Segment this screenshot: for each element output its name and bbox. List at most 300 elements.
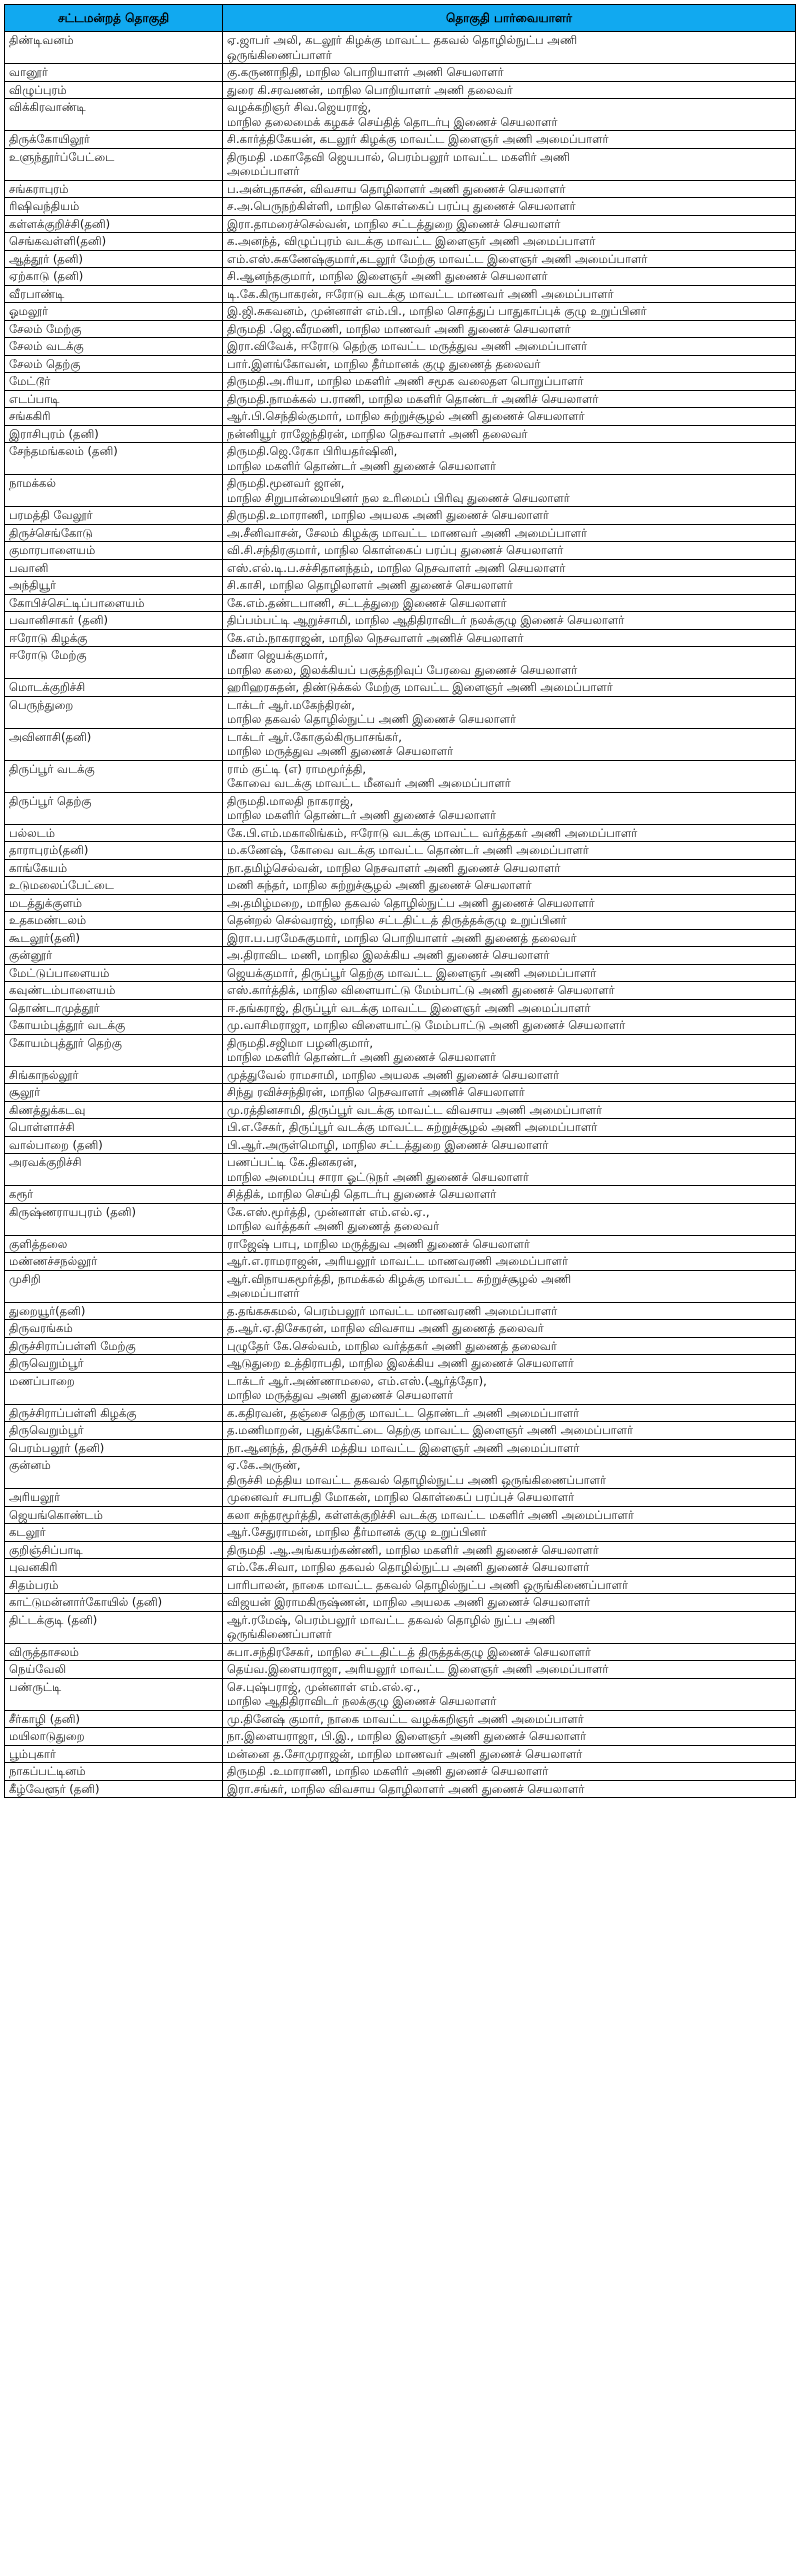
constituency-cell: காட்டுமன்னார்கோயில் (தனி) bbox=[5, 1594, 223, 1611]
observer-cell bbox=[223, 1320, 795, 1337]
observer-line: தென்றல் செல்வராஜ், மாநில சட்டதிட்டத் திருத்தக்குழு உறுப்பினர் bbox=[227, 913, 567, 927]
constituency-cell: மேட்டுப்பாளையம் bbox=[5, 965, 223, 982]
observer-line: ஒருங்கிணைப்பாளர் bbox=[227, 1627, 332, 1641]
table-row bbox=[5, 760, 795, 792]
table-row bbox=[5, 1066, 795, 1084]
observer-cell bbox=[223, 82, 795, 99]
observer-line: அ.திராவிட மணி, மாநில இலக்கிய அணி துணைச் செயலாளர் bbox=[227, 948, 550, 962]
observer-cell bbox=[223, 32, 795, 63]
constituency-cell: ரிஷிவந்தியம் bbox=[5, 198, 223, 215]
observer-line: த.தங்கசுகமல், பெரம்பலூர் மாவட்ட மாணவரணி அமைப்பாளர் bbox=[227, 1303, 558, 1318]
observer-cell bbox=[223, 560, 795, 577]
table-row bbox=[5, 894, 795, 912]
observer-cell bbox=[223, 356, 795, 373]
observer-cell bbox=[223, 1271, 795, 1302]
constituency-cell: ஏற்காடு (தனி) bbox=[5, 268, 223, 285]
table-row bbox=[5, 1083, 795, 1101]
observer-cell bbox=[223, 1440, 795, 1457]
observer-line: கோவை வடக்கு மாவட்ட மீனவர் அணி அமைப்பாளர் bbox=[227, 776, 511, 790]
table-row bbox=[5, 390, 795, 408]
observer-line: பணப்பட்டி கே.தினகரன், bbox=[227, 1155, 358, 1169]
observer-line: கு.கருணாநிதி, மாநில பொறியாளர் அணி செயலாளர் bbox=[227, 65, 504, 79]
table-row bbox=[5, 611, 795, 629]
table-body bbox=[5, 31, 795, 1797]
table-row bbox=[5, 1270, 795, 1302]
observer-cell bbox=[223, 761, 795, 792]
constituency-cell: கிணத்துக்கடவு bbox=[5, 1102, 223, 1119]
observer-line: மணி சுந்தர், மாநில சுற்றுச்சூழல் அணி துணைச் செயலாளர் bbox=[227, 878, 532, 892]
table-row bbox=[5, 841, 795, 859]
constituency-cell: பொள்ளாச்சி bbox=[5, 1119, 223, 1136]
observer-cell bbox=[223, 131, 795, 148]
table-row bbox=[5, 1337, 795, 1355]
table-header bbox=[5, 5, 795, 31]
constituency-cell: ஈரோடு மேற்கு bbox=[5, 647, 223, 678]
observer-cell bbox=[223, 525, 795, 542]
observer-cell bbox=[223, 1154, 795, 1185]
observer-table bbox=[4, 4, 796, 1798]
observer-cell bbox=[223, 443, 795, 474]
header-constituency: சட்டமன்றத் தொகுதி bbox=[5, 5, 223, 31]
observer-line: அமைப்பாளர் bbox=[227, 164, 300, 178]
observer-line: திருமதி.அ.ரியா, மாநில மகளிர் அணி சமூக வலைதள பொறுப்பாளர் bbox=[227, 374, 584, 388]
table-row bbox=[5, 1302, 795, 1320]
constituency-cell: கோபிச்செட்டிப்பாளையம் bbox=[5, 595, 223, 612]
constituency-cell: திருப்பூர் வடக்கு bbox=[5, 761, 223, 792]
observer-line: அ.தமிழ்மறை, மாநில தகவல் தொழில்நுட்ப அணி துணைச் செயலாளர் bbox=[227, 895, 595, 910]
observer-cell bbox=[223, 860, 795, 877]
observer-line: மு.வாசிமராஜா, மாநில விளையாட்டு மேம்பாட்டு அணி துணைச் செயலாளர் bbox=[227, 1018, 626, 1032]
observer-line: எஸ்.கார்த்திக், மாநில விளையாட்டு மேம்பாட்டு அணி துணைச் செயலாளர் bbox=[227, 983, 615, 997]
table-row bbox=[5, 1185, 795, 1203]
table-row bbox=[5, 594, 795, 612]
constituency-cell: தாராபுரம்(தனி) bbox=[5, 842, 223, 859]
observer-line: தெய்வ.இளையராஜா, அரியலூர் மாவட்ட இளைஞர் அணி அமைப்பாளர் bbox=[227, 1662, 609, 1676]
observer-cell bbox=[223, 877, 795, 894]
observer-line: ஜெயக்குமார், திருப்பூர் தெற்கு மாவட்ட இளைஞர் அணி அமைப்பாளர் bbox=[227, 965, 597, 980]
observer-line: கே.பி.எம்.மகாலிங்கம், ஈரோடு வடக்கு மாவட்ட வர்த்தகர் அணி அமைப்பாளர் bbox=[227, 825, 638, 840]
table-row bbox=[5, 1235, 795, 1253]
observer-line: ஈ.தங்கராஜ், திருப்பூர் வடக்கு மாவட்ட இளைஞர் அணி அமைப்பாளர் bbox=[227, 1000, 591, 1015]
constituency-cell: கீழ்வேளூர் (தனி) bbox=[5, 1781, 223, 1798]
observer-line: மு.தினேஷ் குமார், நாகை மாவட்ட வழக்கறிஞர் அணி அமைப்பாளர் bbox=[227, 1711, 584, 1726]
observer-line: மு.ரத்தினசாமி, திருப்பூர் வடக்கு மாவட்ட விவசாய அணி அமைப்பாளர் bbox=[227, 1102, 602, 1117]
constituency-cell: அவினாசி(தனி) bbox=[5, 729, 223, 760]
observer-line: எஸ்.எல்.டி.ப.சச்சிதானந்தம், மாநில நெசவாளர் அணி செயலாளர் bbox=[227, 560, 566, 575]
observer-cell bbox=[223, 1137, 795, 1154]
table-row bbox=[5, 1118, 795, 1136]
observer-line: அ.சீனிவாசன், சேலம் கிழக்கு மாவட்ட மாணவர் அணி அமைப்பாளர் bbox=[227, 525, 587, 540]
observer-line: சுபா.சந்திரசேகர், மாநில சட்டதிட்டத் திருத்தக்குழு இணைச் செயலாளர் bbox=[227, 1644, 591, 1659]
observer-line: ஆர்.ரமேஷ், பெரம்பலூர் மாவட்ட தகவல் தொழில் நுட்ப அணி bbox=[227, 1612, 556, 1627]
observer-cell bbox=[223, 1763, 795, 1780]
table-row bbox=[5, 1780, 795, 1798]
table-row bbox=[5, 876, 795, 894]
constituency-cell: சங்ககிரி bbox=[5, 408, 223, 425]
constituency-cell: திருவெறும்பூர் bbox=[5, 1355, 223, 1372]
table-row bbox=[5, 425, 795, 443]
constituency-cell: தொண்டாமுத்தூர் bbox=[5, 1000, 223, 1017]
observer-cell bbox=[223, 1253, 795, 1270]
observer-cell bbox=[223, 181, 795, 198]
constituency-cell: பெருந்துறை bbox=[5, 697, 223, 728]
constituency-cell: உடுமலைப்பேட்டை bbox=[5, 877, 223, 894]
table-row bbox=[5, 506, 795, 524]
table-row bbox=[5, 372, 795, 390]
observer-cell bbox=[223, 426, 795, 443]
observer-line: திருமதி.மாலதி நாகராஜ், bbox=[227, 793, 354, 808]
observer-cell bbox=[223, 842, 795, 859]
constituency-cell: பவானி bbox=[5, 560, 223, 577]
observer-cell bbox=[223, 64, 795, 81]
observer-line: மாநில மருத்துவ அணி துணைச் செயலாளர் bbox=[227, 744, 454, 758]
observer-cell bbox=[223, 1000, 795, 1017]
observer-line: நா.ஆனந்த், திருச்சி மத்திய மாவட்ட இளைஞர் அணி அமைப்பாளர் bbox=[227, 1440, 580, 1455]
observer-line: பி.எ.சேகர், திருப்பூர் வடக்கு மாவட்ட சுற்றுச்சூழல் அணி அமைப்பாளர் bbox=[227, 1120, 598, 1134]
observer-line: மாநில கலை, இலக்கியப் பகுத்தறிவுப் பேரவை துணைச் செயலாளர் bbox=[227, 662, 578, 677]
observer-line: சித்திக், மாநில செய்தி தொடர்பு துணைச் செயலாளர் bbox=[227, 1187, 497, 1201]
constituency-cell: ஆத்தூர் (தனி) bbox=[5, 251, 223, 268]
table-row bbox=[5, 911, 795, 929]
observer-line: திருமதி.ஜெ.ரேகா பிரியதர்ஷினி, bbox=[227, 444, 398, 458]
table-row bbox=[5, 1745, 795, 1763]
constituency-cell: அரவக்குறிச்சி bbox=[5, 1154, 223, 1185]
table-row bbox=[5, 559, 795, 577]
table-row bbox=[5, 646, 795, 678]
observer-line: ஒருங்கிணைப்பாளர் bbox=[227, 47, 332, 62]
observer-cell bbox=[223, 1373, 795, 1404]
constituency-cell: குன்னூர் bbox=[5, 947, 223, 964]
observer-line: ப.அன்புதாசன், விவசாய தொழிலாளர் அணி துணைச் செயலாளர் bbox=[227, 181, 566, 196]
table-row bbox=[5, 1252, 795, 1270]
observer-line: எம்.கே.சிவா, மாநில தகவல் தொழில்நுட்ப அணி துணைச் செயலாளர் bbox=[227, 1560, 590, 1574]
observer-cell bbox=[223, 1559, 795, 1576]
constituency-cell: துறையூர்(தனி) bbox=[5, 1303, 223, 1320]
observer-cell bbox=[223, 1236, 795, 1253]
observer-line: பாரிபாலன், நாகை மாவட்ட தகவல் தொழில்நுட்ப அணி ஒருங்கிணைப்பாளர் bbox=[227, 1577, 628, 1592]
observer-cell bbox=[223, 1524, 795, 1541]
observer-line: கே.எம்.தண்டபாணி, சட்டத்துறை இணைச் செயலாளர் bbox=[227, 595, 507, 610]
observer-cell bbox=[223, 1728, 795, 1745]
constituency-cell: கோயம்புத்தூர் வடக்கு bbox=[5, 1017, 223, 1034]
observer-line: முத்துவேல் ராமசாமி, மாநில அயலக அணி துணைச் செயலாளர் bbox=[227, 1067, 560, 1082]
table-row bbox=[5, 696, 795, 728]
constituency-cell: விழுப்புரம் bbox=[5, 82, 223, 99]
constituency-cell: திருச்சிராப்பள்ளி கிழக்கு bbox=[5, 1405, 223, 1422]
observer-line: கலா சுந்தரமூர்த்தி, கள்ளக்குறிச்சி வடக்கு மாவட்ட மகளிர் அணி அமைப்பாளர் bbox=[227, 1507, 634, 1522]
constituency-cell: திருச்சிராப்பள்ளி மேற்கு bbox=[5, 1338, 223, 1355]
constituency-cell: சங்கராபுரம் bbox=[5, 181, 223, 198]
table-row bbox=[5, 442, 795, 474]
table-row bbox=[5, 678, 795, 696]
observer-cell bbox=[223, 1338, 795, 1355]
observer-line: மாநில தகவல் தொழில்நுட்ப அணி இணைச் செயலாளர் bbox=[227, 712, 517, 726]
observer-cell bbox=[223, 577, 795, 594]
table-row bbox=[5, 629, 795, 647]
observer-line: த.மணிமாறன், புதுக்கோட்டை தெற்கு மாவட்ட இளைஞர் அணி அமைப்பாளர் bbox=[227, 1423, 634, 1437]
observer-line: மாநில மகளிர் தொண்டர் அணி துணைச் செயலாளர் bbox=[227, 808, 497, 822]
observer-line: திருமதி .ஆ.அங்கயற்கண்ணி, மாநில மகளிர் அணி துணைச் செயலாளர் bbox=[227, 1542, 599, 1557]
constituency-cell: திருவரங்கம் bbox=[5, 1320, 223, 1337]
table-row bbox=[5, 1372, 795, 1404]
constituency-cell: உதகமண்டலம் bbox=[5, 912, 223, 929]
table-row bbox=[5, 285, 795, 303]
observer-line: செ.புஷ்பராஜ், முன்னாள் எம்.எல்.ஏ., bbox=[227, 1679, 421, 1694]
observer-line: டாக்டர் ஆர்.அண்ணாமலை, எம்.எஸ்.(ஆர்த்தோ), bbox=[227, 1373, 487, 1388]
constituency-cell: மேட்டூர் bbox=[5, 373, 223, 390]
observer-cell bbox=[223, 1422, 795, 1439]
observer-line: ஆர்.எ.ராமராஜன், அரியலூர் மாவட்ட மாணவரணி அமைப்பாளர் bbox=[227, 1254, 568, 1268]
observer-cell bbox=[223, 1035, 795, 1066]
constituency-cell: கூடலூர்(தனி) bbox=[5, 930, 223, 947]
observer-cell bbox=[223, 1457, 795, 1488]
table-row bbox=[5, 929, 795, 947]
observer-line: சி.ஆனந்தகுமார், மாநில இளைஞர் அணி துணைச் செயலாளர் bbox=[227, 269, 548, 283]
table-row bbox=[5, 148, 795, 180]
constituency-cell: விருத்தாசலம் bbox=[5, 1644, 223, 1661]
observer-line: பி.ஆர்.அருள்மொழி, மாநில சட்டத்துறை இணைச் செயலாளர் bbox=[227, 1137, 549, 1152]
observer-cell bbox=[223, 1594, 795, 1611]
observer-cell bbox=[223, 1644, 795, 1661]
observer-line: மாநில சிறுபான்மையினர் நல உரிமைப் பிரிவு துணைச் செயலாளர் bbox=[227, 490, 570, 505]
observer-cell bbox=[223, 1186, 795, 1203]
observer-cell bbox=[223, 1017, 795, 1034]
constituency-cell: மயிலாடுதுறை bbox=[5, 1728, 223, 1745]
constituency-cell: திருச்செங்கோடு bbox=[5, 525, 223, 542]
observer-cell bbox=[223, 895, 795, 912]
constituency-cell: பரமத்தி வேலூர் bbox=[5, 507, 223, 524]
observer-cell bbox=[223, 825, 795, 842]
observer-line: திருமதி.உமாராணி, மாநில அயலக அணி துணைச் செயலாளர் bbox=[227, 508, 549, 522]
table-row bbox=[5, 63, 795, 81]
observer-cell bbox=[223, 595, 795, 612]
constituency-cell: சூலூர் bbox=[5, 1084, 223, 1101]
observer-cell bbox=[223, 679, 795, 696]
observer-line: சி.காசி, மாநில தொழிலாளர் அணி துணைச் செயலாளர் bbox=[227, 578, 513, 592]
observer-cell bbox=[223, 251, 795, 268]
constituency-cell: மணப்பாறை bbox=[5, 1373, 223, 1404]
table-row bbox=[5, 1660, 795, 1678]
observer-line: டி.கே.கிருபாகரன், ஈரோடு வடக்கு மாவட்ட மாணவர் அணி அமைப்பாளர் bbox=[227, 286, 614, 301]
observer-line: கே.எம்.நாகராஜன், மாநில நெசவாளர் அணிச் செயலாளர் bbox=[227, 630, 524, 645]
table-row bbox=[5, 946, 795, 964]
observer-line: இரா.விவேக், ஈரோடு தெற்கு மாவட்ட மருத்துவ அணி அமைப்பாளர் bbox=[227, 339, 588, 353]
observer-line: திருமதி .ஜெ.வீரமணி, மாநில மாணவர் அணி துணைச் செயலாளர் bbox=[227, 321, 571, 336]
observer-cell bbox=[223, 1204, 795, 1235]
table-row bbox=[5, 792, 795, 824]
constituency-cell: சேலம் தெற்கு bbox=[5, 356, 223, 373]
table-row bbox=[5, 474, 795, 506]
observer-line: துரை கி.சரவணன், மாநில பொறியாளர் அணி தலைவர் bbox=[227, 82, 513, 97]
constituency-cell: அந்தியூர் bbox=[5, 577, 223, 594]
table-row bbox=[5, 541, 795, 559]
table-row bbox=[5, 1034, 795, 1066]
table-row bbox=[5, 1319, 795, 1337]
table-row bbox=[5, 267, 795, 285]
table-row bbox=[5, 576, 795, 594]
constituency-cell: அரியலூர் bbox=[5, 1489, 223, 1506]
observer-line: இரா.தாமரைச்செல்வன், மாநில சட்டத்துறை இணைச் செயலாளர் bbox=[227, 216, 561, 231]
observer-cell bbox=[223, 1781, 795, 1798]
observer-line: ஆர்.பி.செந்தில்குமார், மாநில சுற்றுச்சூழல் அணி துணைச் செயலாளர் bbox=[227, 409, 585, 423]
observer-line: நா.இளையராஜா, பி.இ., மாநில இளைஞர் அணி துணைச் செயலாளர் bbox=[227, 1729, 587, 1743]
constituency-cell: ஓமலூர் bbox=[5, 303, 223, 320]
observer-line: ராம் குட்டி (எ) ராமமூர்த்தி, bbox=[227, 761, 367, 776]
table-row bbox=[5, 337, 795, 355]
constituency-cell: மண்ணச்சநல்லூர் bbox=[5, 1253, 223, 1270]
observer-line: கே.எஸ்.மூர்த்தி, முன்னாள் எம்.எல்.ஏ., bbox=[227, 1204, 430, 1219]
observer-line: த.ஆர்.ஏ.திசேகரன், மாநில விவசாய அணி துணைத் தலைவர் bbox=[227, 1321, 544, 1335]
constituency-cell: ஈரோடு கிழக்கு bbox=[5, 630, 223, 647]
table-row bbox=[5, 180, 795, 198]
constituency-cell: சேந்தமங்கலம் (தனி) bbox=[5, 443, 223, 474]
table-row bbox=[5, 355, 795, 373]
constituency-cell: மொடக்குறிச்சி bbox=[5, 679, 223, 696]
table-row bbox=[5, 981, 795, 999]
constituency-cell: மடத்துக்குளம் bbox=[5, 895, 223, 912]
constituency-cell: சிதம்பரம் bbox=[5, 1577, 223, 1594]
observer-line: வழக்கறிஞர் சிவ.ஜெயராஜ், bbox=[227, 100, 372, 114]
observer-cell bbox=[223, 1577, 795, 1594]
observer-line: டாக்டர் ஆர்.கோகுல்கிருபாசங்கர், bbox=[227, 729, 402, 744]
observer-cell bbox=[223, 233, 795, 250]
observer-line: ஆடுதுறை உத்திராபதி, மாநில இலக்கிய அணி துணைச் செயலாளர் bbox=[227, 1356, 574, 1370]
observer-line: க.அனந்த், விழுப்புரம் வடக்கு மாவட்ட இளைஞர் அணி அமைப்பாளர் bbox=[227, 234, 596, 248]
observer-cell bbox=[223, 475, 795, 506]
table-row bbox=[5, 824, 795, 842]
observer-cell bbox=[223, 729, 795, 760]
constituency-cell: நாகப்பட்டினம் bbox=[5, 1763, 223, 1780]
observer-line: ராஜேஷ் பாபு, மாநில மருத்துவ அணி துணைச் செயலாளர் bbox=[227, 1236, 530, 1251]
table-row bbox=[5, 1153, 795, 1185]
constituency-cell: குறிஞ்சிப்பாடி bbox=[5, 1542, 223, 1559]
table-row bbox=[5, 407, 795, 425]
observer-line: மீனா ஜெயக்குமார், bbox=[227, 648, 328, 662]
table-row bbox=[5, 1523, 795, 1541]
observer-cell bbox=[223, 1303, 795, 1320]
constituency-cell: ஜெயங்கொண்டம் bbox=[5, 1507, 223, 1524]
observer-cell bbox=[223, 1612, 795, 1643]
observer-line: சிந்து ரவிச்சந்திரன், மாநில நெசவாளர் அணிச் செயலாளர் bbox=[227, 1085, 525, 1099]
observer-line: திருமதி.நாமக்கல் ப.ராணி, மாநில மகளிர் தொண்டர் அணிச் செயலாளர் bbox=[227, 391, 599, 406]
constituency-cell: புவனகிரி bbox=[5, 1559, 223, 1576]
observer-cell bbox=[223, 99, 795, 130]
constituency-cell: வீரபாண்டி bbox=[5, 286, 223, 303]
observer-cell bbox=[223, 1746, 795, 1763]
observer-cell bbox=[223, 216, 795, 233]
constituency-cell: சேலம் வடக்கு bbox=[5, 338, 223, 355]
observer-cell bbox=[223, 1102, 795, 1119]
observer-line: இரா.சங்கர், மாநில விவசாய தொழிலாளர் அணி துணைச் செயலாளர் bbox=[227, 1781, 585, 1796]
table-row bbox=[5, 859, 795, 877]
observer-cell bbox=[223, 1355, 795, 1372]
observer-cell bbox=[223, 912, 795, 929]
constituency-cell: காங்கேயம் bbox=[5, 860, 223, 877]
constituency-cell: கடலூர் bbox=[5, 1524, 223, 1541]
observer-line: மாநில தலைமைக் கழகச் செய்தித் தொடர்பு இணைச் செயலாளர் bbox=[227, 114, 558, 129]
table-row bbox=[5, 1016, 795, 1034]
table-row bbox=[5, 1727, 795, 1745]
table-row bbox=[5, 1439, 795, 1457]
observer-cell bbox=[223, 408, 795, 425]
observer-line: இ.ஜி.சுகவனம், முன்னாள் எம்.பி., மாநில சொத்துப் பாதுகாப்புக் குழு உறுப்பினர் bbox=[227, 304, 647, 318]
table-row bbox=[5, 130, 795, 148]
constituency-cell: செங்கவள்ளி(தனி) bbox=[5, 233, 223, 250]
observer-cell bbox=[223, 930, 795, 947]
table-row bbox=[5, 197, 795, 215]
table-row bbox=[5, 302, 795, 320]
observer-line: திருமதி.சஜிமா பழனிகுமார், bbox=[227, 1035, 374, 1050]
observer-cell bbox=[223, 1711, 795, 1728]
constituency-cell: குமாரபாளையம் bbox=[5, 542, 223, 559]
observer-cell bbox=[223, 542, 795, 559]
table-row bbox=[5, 964, 795, 982]
constituency-cell: கிருஷ்ணராயபுரம் (தனி) bbox=[5, 1204, 223, 1235]
table-row bbox=[5, 1456, 795, 1488]
observer-cell bbox=[223, 1661, 795, 1678]
table-row bbox=[5, 999, 795, 1017]
observer-cell bbox=[223, 630, 795, 647]
table-row bbox=[5, 81, 795, 99]
constituency-cell: பெரம்பலூர் (தனி) bbox=[5, 1440, 223, 1457]
observer-cell bbox=[223, 1084, 795, 1101]
constituency-cell: விக்கிரவாண்டி bbox=[5, 99, 223, 130]
table-row bbox=[5, 1710, 795, 1728]
observer-cell bbox=[223, 965, 795, 982]
constituency-cell: எடப்பாடி bbox=[5, 391, 223, 408]
observer-cell bbox=[223, 947, 795, 964]
observer-line: திருமதி .உமாராணி, மாநில மகளிர் அணி துணைச் செயலாளர் bbox=[227, 1764, 549, 1778]
observer-cell bbox=[223, 1679, 795, 1710]
observer-line: திருச்சி மத்திய மாவட்ட தகவல் தொழில்நுட்ப அணி ஒருங்கிணைப்பாளர் bbox=[227, 1472, 607, 1487]
observer-line: திருமதி.மூனவர் ஜான், bbox=[227, 476, 345, 490]
constituency-cell: இராசிபுரம் (தனி) bbox=[5, 426, 223, 443]
observer-cell bbox=[223, 1489, 795, 1506]
observer-line: டாக்டர் ஆர்.மகேந்திரன், bbox=[227, 697, 355, 712]
constituency-cell: கரூர் bbox=[5, 1186, 223, 1203]
observer-line: ம.கணேஷ், கோவை வடக்கு மாவட்ட தொண்டர் அணி அமைப்பாளர் bbox=[227, 843, 589, 857]
table-row bbox=[5, 1593, 795, 1611]
table-row bbox=[5, 1488, 795, 1506]
observer-line: மாநில அமைப்பு சாரா ஓட்டுநர் அணி துணைச் செயலாளர் bbox=[227, 1169, 529, 1184]
constituency-cell: நாமக்கல் bbox=[5, 475, 223, 506]
observer-cell bbox=[223, 697, 795, 728]
observer-line: விஜயன் இராமகிருஷ்ணன், மாநில அயலக அணி துணைச் செயலாளர் bbox=[227, 1595, 591, 1609]
observer-cell bbox=[223, 1119, 795, 1136]
table-row bbox=[5, 524, 795, 542]
constituency-cell: பூம்புகார் bbox=[5, 1746, 223, 1763]
constituency-cell: திருப்பூர் தெற்கு bbox=[5, 793, 223, 824]
observer-line: ஹரிஹரசுதன், திண்டுக்கல் மேற்கு மாவட்ட இளைஞர் அணி அமைப்பாளர் bbox=[227, 680, 613, 694]
observer-line: மாநில வர்த்தகர் அணி துணைத் தலைவர் bbox=[227, 1219, 440, 1233]
observer-cell bbox=[223, 303, 795, 320]
table-row bbox=[5, 250, 795, 268]
table-row bbox=[5, 320, 795, 338]
observer-cell bbox=[223, 286, 795, 303]
table-row bbox=[5, 1203, 795, 1235]
observer-line: நா.தமிழ்செல்வன், மாநில நெசவாளர் அணி துணைச் செயலாளர் bbox=[227, 860, 561, 875]
constituency-cell: குளித்தலை bbox=[5, 1236, 223, 1253]
constituency-cell: வானூர் bbox=[5, 64, 223, 81]
observer-line: இரா.ப.பரமேசுகுமார், மாநில பொறியாளர் அணி துணைத் தலைவர் bbox=[227, 930, 577, 945]
constituency-cell: திண்டிவனம் bbox=[5, 32, 223, 63]
table-row bbox=[5, 1506, 795, 1524]
observer-line: மாநில மகளிர் தொண்டர் அணி துணைச் செயலாளர் bbox=[227, 458, 497, 473]
observer-cell bbox=[223, 149, 795, 180]
constituency-cell: கள்ளக்குறிச்சி(தனி) bbox=[5, 216, 223, 233]
observer-cell bbox=[223, 391, 795, 408]
observer-cell bbox=[223, 1507, 795, 1524]
